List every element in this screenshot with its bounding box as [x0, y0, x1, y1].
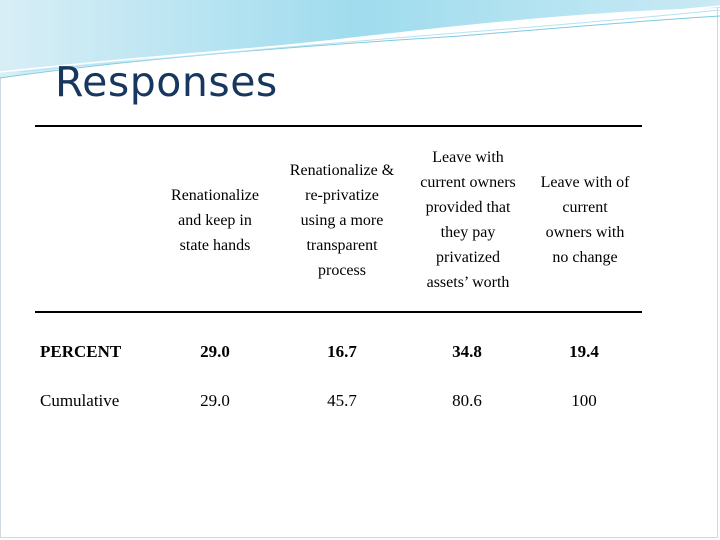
column-header-leave-no-change: Leave with of current owners with no change: [540, 174, 630, 266]
table-cell: 29.0: [200, 342, 230, 361]
table-cell: 45.7: [327, 391, 357, 410]
table-header-rule: [35, 311, 642, 313]
table-cell: 19.4: [569, 342, 599, 361]
slide-title: Responses: [55, 58, 278, 106]
column-header-reprivatize: Renationalize & re-privatize using a more transparent process: [289, 162, 395, 279]
table-cell: 80.6: [452, 391, 482, 410]
table-cell: 34.8: [452, 342, 482, 361]
row-label: Cumulative: [40, 391, 120, 410]
table-cell: 100: [571, 391, 597, 410]
table-cell: 29.0: [200, 391, 230, 410]
column-header-leave-pay: Leave with current owners provided that they pay privatized assets’ worth: [420, 149, 516, 291]
table-top-rule: [35, 125, 642, 127]
row-label: PERCENT: [40, 342, 122, 361]
column-header-renationalize: Renationalize and keep in state hands: [171, 187, 259, 254]
table-cell: 16.7: [327, 342, 357, 361]
